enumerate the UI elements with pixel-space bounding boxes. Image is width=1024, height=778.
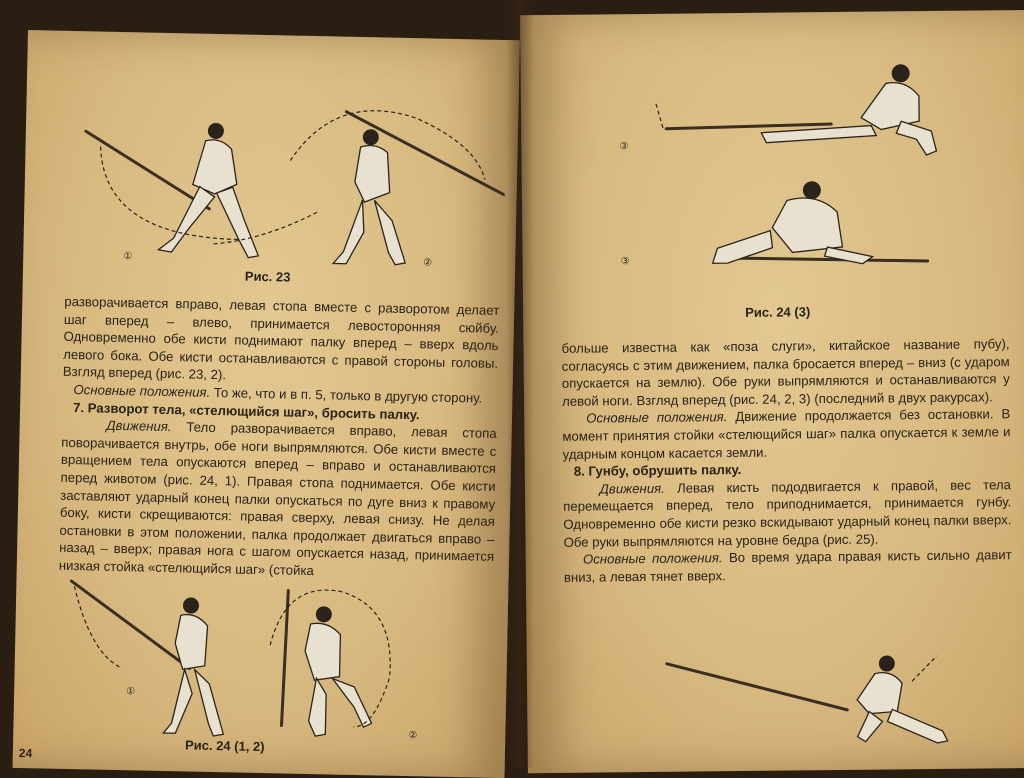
figure-24-1-2-caption: Рис. 24 (1, 2) bbox=[184, 737, 265, 755]
svg-text:③: ③ bbox=[620, 256, 630, 268]
figure-25-illustration bbox=[647, 640, 988, 754]
paragraph-body: Левая кисть пододвигается к правой, вес тела перемещается вперед, тело приподнимается, принимается гунбу. Одновременно обе кисти резко вскидывают ударный конец палки вверх. Обе руки выпрямляются на уровне бедра (рис. 25). bbox=[563, 476, 1012, 550]
book-gutter bbox=[506, 0, 534, 768]
paragraph-body: Тело разворачивается вправо, левая стопа поворачивается внутрь, обе ноги выпрямляются. Обе кисти вместе с вращением тела опускаются вперед – вправо и останавливаются перед животом (рис. 24, 1). Правая стопа поднимается. Обе кисти заставляют ударный конец палки опускаться по дуге вниз к правому боку, кисти скрещиваются: правая сверху, левая снизу. Не делая остановки в этом положении, палка продолжает двигаться вправо – назад – вверх; правая нога с шагом опускается назад, принимается низкая стойка «стелющийся шаг» (стойка bbox=[58, 419, 497, 579]
section-heading-text: 7. Разворот тела, «стелющийся шаг», бросить палку. bbox=[72, 399, 420, 422]
paragraph bbox=[562, 406, 1011, 463]
paragraph-body: Движение продолжается без остановки. В момент принятия стойки «стелющийся шаг» палка опускается к земле и ударным концом касается земли. bbox=[562, 406, 1011, 462]
svg-text:②: ② bbox=[423, 257, 433, 269]
italic-lead: Основные положения. bbox=[73, 382, 211, 400]
figure-24-1-2-illustration bbox=[53, 571, 476, 750]
figure-24-3-illustration bbox=[600, 50, 1002, 284]
svg-text:③: ③ bbox=[619, 141, 629, 153]
left-page bbox=[13, 30, 520, 778]
italic-lead: Основные положения. bbox=[582, 550, 723, 567]
italic-lead: Движения. bbox=[599, 480, 665, 497]
section-heading-text: 8. Гунбу, обрушить палку. bbox=[573, 462, 742, 479]
paragraph bbox=[59, 416, 497, 583]
paragraph: разворачивается вправо, левая стопа вместе с разворотом делает шаг вперед – влево, принимается левосторонняя сюйбу. Одновременно обе кисти поднимают палку вперед – вверх вдоль левого бока. Обе кисти останавливаются с правой стороны головы. Взгляд вперед (рис. 23, 2). bbox=[62, 293, 500, 383]
paragraph bbox=[564, 546, 1012, 586]
page-number: 24 bbox=[18, 745, 33, 761]
paragraph bbox=[563, 476, 1012, 551]
svg-text:②: ② bbox=[408, 730, 418, 742]
left-page-text bbox=[59, 293, 500, 584]
italic-lead: Движения. bbox=[106, 417, 172, 435]
svg-text:①: ① bbox=[126, 686, 136, 698]
paragraph: больше известна как «поза слуги», китайское название пубу), согласуясь с этим движением, палка бросается вперед – вниз (с ударом опускается на землю). Обе руки выпрямляются и останавливаются у левой ноги. Взгляд вперед (рис. 24, 2, 3) (последний в двух ракурсах). bbox=[561, 336, 1010, 409]
figure-23-caption: Рис. 23 bbox=[244, 268, 291, 285]
paragraph-body: Во время удара правая кисть сильно давит вниз, а левая тянет вверх. bbox=[563, 547, 1012, 585]
figure-24-3-caption: Рис. 24 (3) bbox=[745, 304, 811, 320]
italic-lead: Основные положения. bbox=[586, 409, 728, 426]
right-page bbox=[520, 10, 1024, 773]
svg-text:①: ① bbox=[123, 251, 133, 263]
paragraph-body: То же, что и в п. 5, только в другую сторону. bbox=[210, 384, 483, 406]
right-page-text bbox=[561, 335, 1012, 586]
figure-23-illustration bbox=[63, 86, 507, 275]
